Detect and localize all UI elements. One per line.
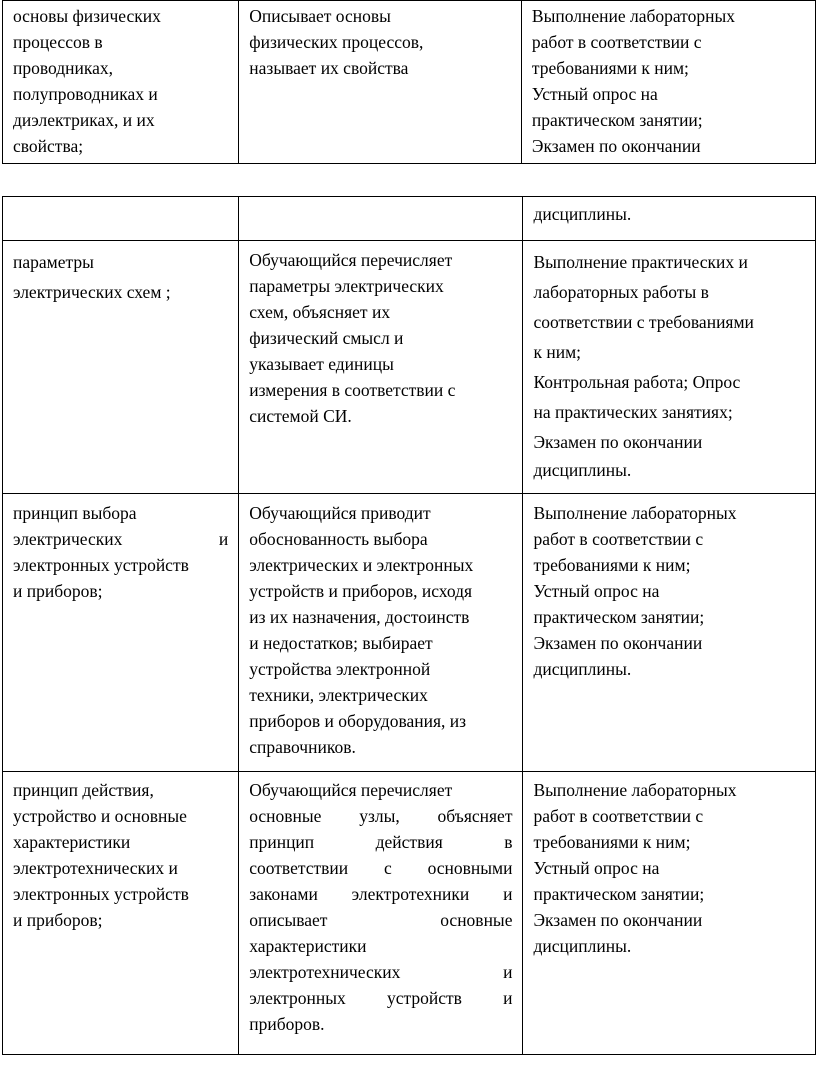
cell-line: техники, электрических [249,685,428,705]
cell-line: обоснованность выбора [249,529,428,549]
assessment-cell [523,772,816,1055]
cell-line: физический смысл и [249,328,404,348]
cell-line: диэлектриках, и их [13,110,155,130]
cell-line: работ в соответствии с [531,32,702,52]
cell-line: приборов и оборудования, из [249,711,467,731]
cell-line: проводниках, [13,58,114,78]
cell-line: основные узлы, объясняет [249,806,513,826]
cell-line: Обучающийся приводит [249,503,431,523]
cell-line: параметры электрических [249,276,444,296]
criteria-cell [239,241,523,494]
cell-line: электронных устройств [13,555,189,575]
criteria-cell [239,1,522,164]
cell-line: принцип действия в [249,832,513,852]
cell-line: параметры [13,252,94,272]
cell-line: Устный опрос на [531,84,658,104]
knowledge-cell [3,241,239,494]
cell-line: физических процессов, [249,32,424,52]
cell-line: измерения в соответствии с [249,380,456,400]
cell-line: и приборов; [13,910,103,930]
cell-line: системой СИ. [249,406,352,426]
cell-line: на практических занятиях; [533,402,733,422]
table-row [3,1,816,164]
cell-line: электрических и электронных [249,555,474,575]
cell-line: устройства электронной [249,659,431,679]
cell-line: практическом занятии; [531,110,703,130]
cell-line: Экзамен по окончании [531,136,701,156]
cell-line: дисциплины. [533,460,632,480]
cell-line: электронных устройств [13,884,189,904]
cell-line: основы физических [13,6,161,26]
table-row [3,241,816,494]
cell-line: лабораторных работы в [533,282,709,302]
criteria-cell [239,494,523,772]
assessment-cell [521,1,815,164]
cell-line: характеристики [249,936,367,956]
knowledge-cell [3,197,239,241]
cell-line: принцип выбора [13,503,137,523]
table-row [3,197,816,241]
cell-line: Описывает основы [249,6,391,26]
cell-line: Обучающийся перечисляет [249,250,453,270]
cell-line: и приборов; [13,581,103,601]
cell-line: электротехнических и [13,858,178,878]
cell-line: Устный опрос на [533,858,660,878]
knowledge-cell [3,1,239,164]
cell-line: приборов. [249,1014,325,1034]
cell-line: требованиями к ним; [533,555,691,575]
cell-line: устройство и основные [13,806,187,826]
cell-line: соответствии с основными [249,858,513,878]
cell-line: дисциплины. [533,659,632,679]
cell-line: принцип действия, [13,780,154,800]
cell-line: практическом занятии; [533,607,705,627]
cell-line: Экзамен по окончании [533,910,703,930]
cell-line: электронных устройств и [249,988,513,1008]
cell-line: справочников. [249,737,356,757]
cell-line: требованиями к ним; [531,58,689,78]
assessment-cell [523,241,816,494]
table-row [3,772,816,1055]
cell-line: Выполнение лабораторных [531,6,735,26]
cell-line: соответствии с требованиями [533,312,754,332]
cell-line: Обучающийся перечисляет [249,780,453,800]
cell-line: полупроводниках и [13,84,158,104]
cell-line: Контрольная работа; Опрос [533,372,741,392]
cell-line: Устный опрос на [533,581,660,601]
cell-line: указывает единицы [249,354,394,374]
cell-line: практическом занятии; [533,884,705,904]
criteria-cell [239,197,523,241]
cell-line: из их назначения, достоинств [249,607,470,627]
cell-line: Выполнение лабораторных [533,503,737,523]
cell-line: процессов в [13,32,103,52]
cell-line: дисциплины. [533,936,632,956]
cell-line: законами электротехники и [249,884,513,904]
cell-line: к ним; [533,342,582,362]
cell-line: Выполнение практических и [533,252,748,272]
cell-line: электрических схем ; [13,282,171,302]
cell-line: дисциплины. [533,204,632,224]
cell-line: Выполнение лабораторных [533,780,737,800]
criteria-cell [239,772,523,1055]
knowledge-cell [3,494,239,772]
cell-line: свойства; [13,136,84,156]
cell-line: требованиями к ним; [533,832,691,852]
criteria-table-main [2,196,816,1055]
cell-line: Экзамен по окончании [533,633,703,653]
cell-line: работ в соответствии с [533,529,704,549]
table-row [3,494,816,772]
cell-line: схем, объясняет их [249,302,391,322]
cell-line: электротехнических и [249,962,513,982]
cell-line: электрических и [13,529,229,549]
knowledge-cell [3,772,239,1055]
cell-line: устройств и приборов, исходя [249,581,473,601]
cell-line: Экзамен по окончании [533,432,703,452]
assessment-cell [523,197,816,241]
assessment-cell [523,494,816,772]
criteria-table-top [2,0,816,164]
cell-line: работ в соответствии с [533,806,704,826]
cell-line: и недостатков; выбирает [249,633,433,653]
cell-line: описывает основные [249,910,513,930]
cell-line: характеристики [13,832,131,852]
cell-line: называет их свойства [249,58,409,78]
